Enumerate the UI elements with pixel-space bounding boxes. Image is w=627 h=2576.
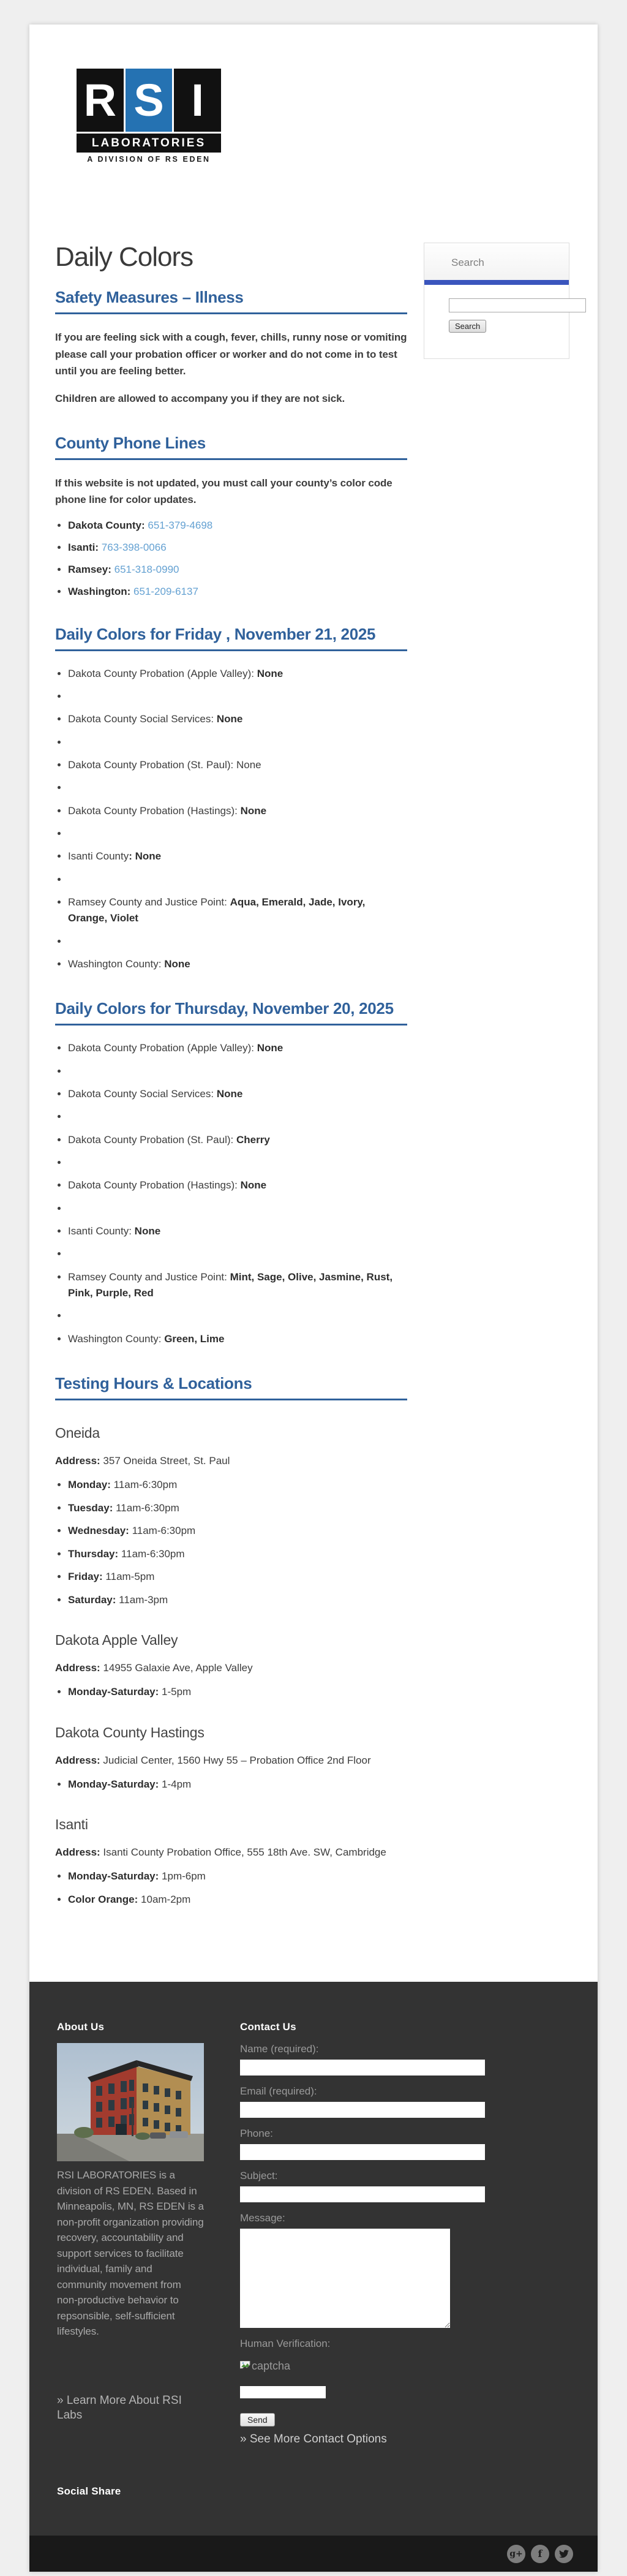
hours-item: • Friday: 11am-5pm bbox=[68, 1569, 407, 1585]
location-oneida bbox=[55, 1425, 407, 1607]
hours-list bbox=[55, 1868, 407, 1907]
name-field[interactable] bbox=[240, 2060, 485, 2076]
page-card bbox=[29, 25, 598, 2572]
logo-division-text: A DIVISION OF RS EDEN bbox=[87, 155, 211, 164]
friday-color-list bbox=[55, 666, 407, 973]
county-phone-item: • Ramsey: 651-318-0990 bbox=[68, 564, 407, 576]
footer-contact-widget bbox=[240, 2021, 485, 2446]
captcha-field[interactable] bbox=[240, 2386, 326, 2398]
color-list-item bbox=[68, 1308, 407, 1324]
search-widget-accent-bar bbox=[424, 280, 569, 285]
color-list-item: • Ramsey County and Justice Point: Aqua, Emerald, Jade, Ivory, Orange, Violet bbox=[68, 894, 407, 927]
friday-colors-section bbox=[55, 625, 407, 973]
message-field[interactable] bbox=[240, 2229, 450, 2328]
testing-hours-heading: Testing Hours & Locations bbox=[55, 1374, 407, 1400]
color-list-item: • Dakota County Probation (Apple Valley): None bbox=[68, 1040, 407, 1056]
email-field[interactable] bbox=[240, 2102, 485, 2118]
color-list-item: • Dakota County Probation (St. Paul): Cherry bbox=[68, 1132, 407, 1148]
hours-item: • Monday-Saturday: 1-4pm bbox=[68, 1777, 407, 1792]
content-column bbox=[55, 243, 407, 1914]
phone-link[interactable]: 651-379-4698 bbox=[148, 519, 213, 531]
safety-paragraph-2: Children are allowed to accompany you if they are not sick. bbox=[55, 392, 345, 404]
color-list-item: • Isanti County: None bbox=[68, 848, 407, 864]
location-address: Address: Isanti County Probation Office, 555 18th Ave. SW, Cambridge bbox=[55, 1846, 386, 1859]
county-phone-item: • Isanti: 763-398-0066 bbox=[68, 542, 407, 554]
main-area bbox=[29, 243, 598, 1982]
hours-list bbox=[55, 1684, 407, 1700]
color-list-item bbox=[68, 934, 407, 950]
county-phone-list bbox=[55, 519, 407, 598]
hours-item: • Monday: 11am-6:30pm bbox=[68, 1477, 407, 1493]
rsi-logo-letters bbox=[77, 69, 221, 132]
safety-section bbox=[55, 288, 407, 407]
facebook-icon[interactable]: f bbox=[531, 2545, 549, 2563]
color-list-item: • Dakota County Probation (Apple Valley): None bbox=[68, 666, 407, 682]
subject-field[interactable] bbox=[240, 2186, 485, 2202]
search-input[interactable] bbox=[449, 298, 586, 312]
captcha-alt-text: captcha bbox=[252, 2360, 291, 2373]
thursday-color-list bbox=[55, 1040, 407, 1347]
safety-paragraph-1: If you are feeling sick with a cough, fever, chills, runny nose or vomiting please call your probation officer or worker and do not come in to test until you are feeling better. bbox=[55, 331, 407, 377]
rsi-logo[interactable] bbox=[77, 69, 221, 164]
location-isanti bbox=[55, 1816, 407, 1907]
social-icons bbox=[507, 2545, 573, 2563]
contact-form bbox=[240, 2043, 485, 2446]
search-widget bbox=[424, 243, 569, 359]
color-list-item: • Dakota County Probation (Hastings): None bbox=[68, 803, 407, 819]
phone-link[interactable]: 651-318-0990 bbox=[114, 563, 179, 575]
see-more-contact-link[interactable]: » See More Contact Options bbox=[240, 2433, 387, 2446]
location-address: Address: Judicial Center, 1560 Hwy 55 – Probation Office 2nd Floor bbox=[55, 1754, 371, 1766]
color-list-item bbox=[68, 1063, 407, 1079]
hours-item: • Tuesday: 11am-6:30pm bbox=[68, 1500, 407, 1516]
location-name: Oneida bbox=[55, 1425, 100, 1441]
twitter-icon[interactable] bbox=[555, 2545, 573, 2563]
name-label: Name (required): bbox=[240, 2043, 319, 2055]
color-list-item bbox=[68, 1246, 407, 1262]
county-phone-section bbox=[55, 434, 407, 597]
rsi-building-photo bbox=[57, 2043, 204, 2161]
hours-item: • Color Orange: 10am-2pm bbox=[68, 1892, 407, 1908]
contact-us-heading: Contact Us bbox=[240, 2021, 296, 2033]
location-name: Dakota County Hastings bbox=[55, 1724, 205, 1740]
color-list-item: • Dakota County Probation (Hastings): None bbox=[68, 1177, 407, 1193]
google-plus-icon[interactable]: g+ bbox=[507, 2545, 525, 2563]
color-list-item bbox=[68, 780, 407, 796]
hours-item: • Thursday: 11am-6:30pm bbox=[68, 1546, 407, 1562]
hours-list bbox=[55, 1477, 407, 1607]
phone-link[interactable]: 651-209-6137 bbox=[133, 585, 198, 597]
color-list-item bbox=[68, 735, 407, 750]
send-button[interactable]: Send bbox=[240, 2413, 275, 2427]
broken-image-icon bbox=[240, 2361, 250, 2370]
color-list-item: • Dakota County Social Services: None bbox=[68, 1086, 407, 1102]
color-list-item bbox=[68, 1109, 407, 1125]
color-list-item bbox=[68, 689, 407, 704]
captcha-area bbox=[240, 2360, 485, 2373]
color-list-item bbox=[68, 872, 407, 888]
color-list-item: • Isanti County: None bbox=[68, 1223, 407, 1239]
logo-letter-s: S bbox=[126, 69, 173, 132]
social-share-heading: Social Share bbox=[57, 2485, 121, 2498]
location-address: Address: 14955 Galaxie Ave, Apple Valley bbox=[55, 1662, 253, 1674]
phone-label: Phone: bbox=[240, 2128, 273, 2140]
subject-label: Subject: bbox=[240, 2170, 278, 2182]
color-list-item: • Ramsey County and Justice Point: Mint, Sage, Olive, Jasmine, Rust, Pink, Purple, Red bbox=[68, 1269, 407, 1302]
location-dakota-county-hastings bbox=[55, 1724, 407, 1792]
learn-more-link[interactable]: » Learn More About RSI Labs bbox=[57, 2393, 182, 2422]
hours-item: • Saturday: 11am-3pm bbox=[68, 1592, 407, 1608]
county-phone-item: • Washington: 651-209-6137 bbox=[68, 586, 407, 598]
location-name: Dakota Apple Valley bbox=[55, 1632, 178, 1649]
thursday-colors-section bbox=[55, 999, 407, 1347]
location-dakota-apple-valley bbox=[55, 1632, 407, 1700]
about-us-heading: About Us bbox=[57, 2021, 105, 2033]
logo-letter-i: I bbox=[174, 69, 221, 132]
color-list-item bbox=[68, 1201, 407, 1217]
testing-hours-section bbox=[55, 1374, 407, 1907]
friday-heading: Daily Colors for Friday , November 21, 2025 bbox=[55, 625, 407, 651]
logo-letter-r: R bbox=[77, 69, 124, 132]
color-list-item: • Washington County: None bbox=[68, 956, 407, 972]
about-us-text: RSI LABORATORIES is a division of RS EDEN. Based in Minneapolis, MN, RS EDEN is a non-profit organization providing recovery, accountability and support services to facilitate individual, family and community movement from non-productive behavior to repsonsible, self-sufficient lifestyles. bbox=[57, 2169, 204, 2338]
sidebar bbox=[424, 243, 569, 1914]
color-list-item bbox=[68, 1155, 407, 1171]
color-list-item: • Dakota County Probation (St. Paul): None bbox=[68, 757, 407, 773]
location-name: Isanti bbox=[55, 1816, 88, 1833]
search-button[interactable]: Search bbox=[449, 320, 486, 333]
county-phone-heading: County Phone Lines bbox=[55, 434, 407, 460]
phone-link[interactable]: 763-398-0066 bbox=[101, 541, 167, 553]
hours-item: • Monday-Saturday: 1-5pm bbox=[68, 1684, 407, 1700]
hours-item: • Monday-Saturday: 1pm-6pm bbox=[68, 1868, 407, 1884]
logo-laboratories-text: LABORATORIES bbox=[77, 134, 221, 153]
message-label: Message: bbox=[240, 2212, 285, 2224]
human-verification-label: Human Verification: bbox=[240, 2338, 331, 2350]
color-list-item: • Dakota County Social Services: None bbox=[68, 711, 407, 727]
email-label: Email (required): bbox=[240, 2085, 317, 2098]
page-title: Daily Colors bbox=[55, 242, 193, 272]
bottom-bar bbox=[29, 2536, 598, 2572]
color-list-item bbox=[68, 826, 407, 842]
site-header bbox=[29, 25, 598, 184]
safety-heading: Safety Measures – Illness bbox=[55, 288, 407, 314]
search-widget-title: Search bbox=[424, 243, 569, 280]
hours-item: • Wednesday: 11am-6:30pm bbox=[68, 1523, 407, 1539]
color-list-item: • Washington County: Green, Lime bbox=[68, 1331, 407, 1347]
phone-field[interactable] bbox=[240, 2144, 485, 2160]
footer-about-widget bbox=[57, 2021, 204, 2446]
thursday-heading: Daily Colors for Thursday, November 20, 2025 bbox=[55, 999, 407, 1025]
hours-list bbox=[55, 1777, 407, 1792]
county-phone-intro: If this website is not updated, you must call your county’s color code phone line for color updates. bbox=[55, 477, 392, 506]
county-phone-item: • Dakota County: 651-379-4698 bbox=[68, 519, 407, 532]
location-address: Address: 357 Oneida Street, St. Paul bbox=[55, 1455, 230, 1467]
